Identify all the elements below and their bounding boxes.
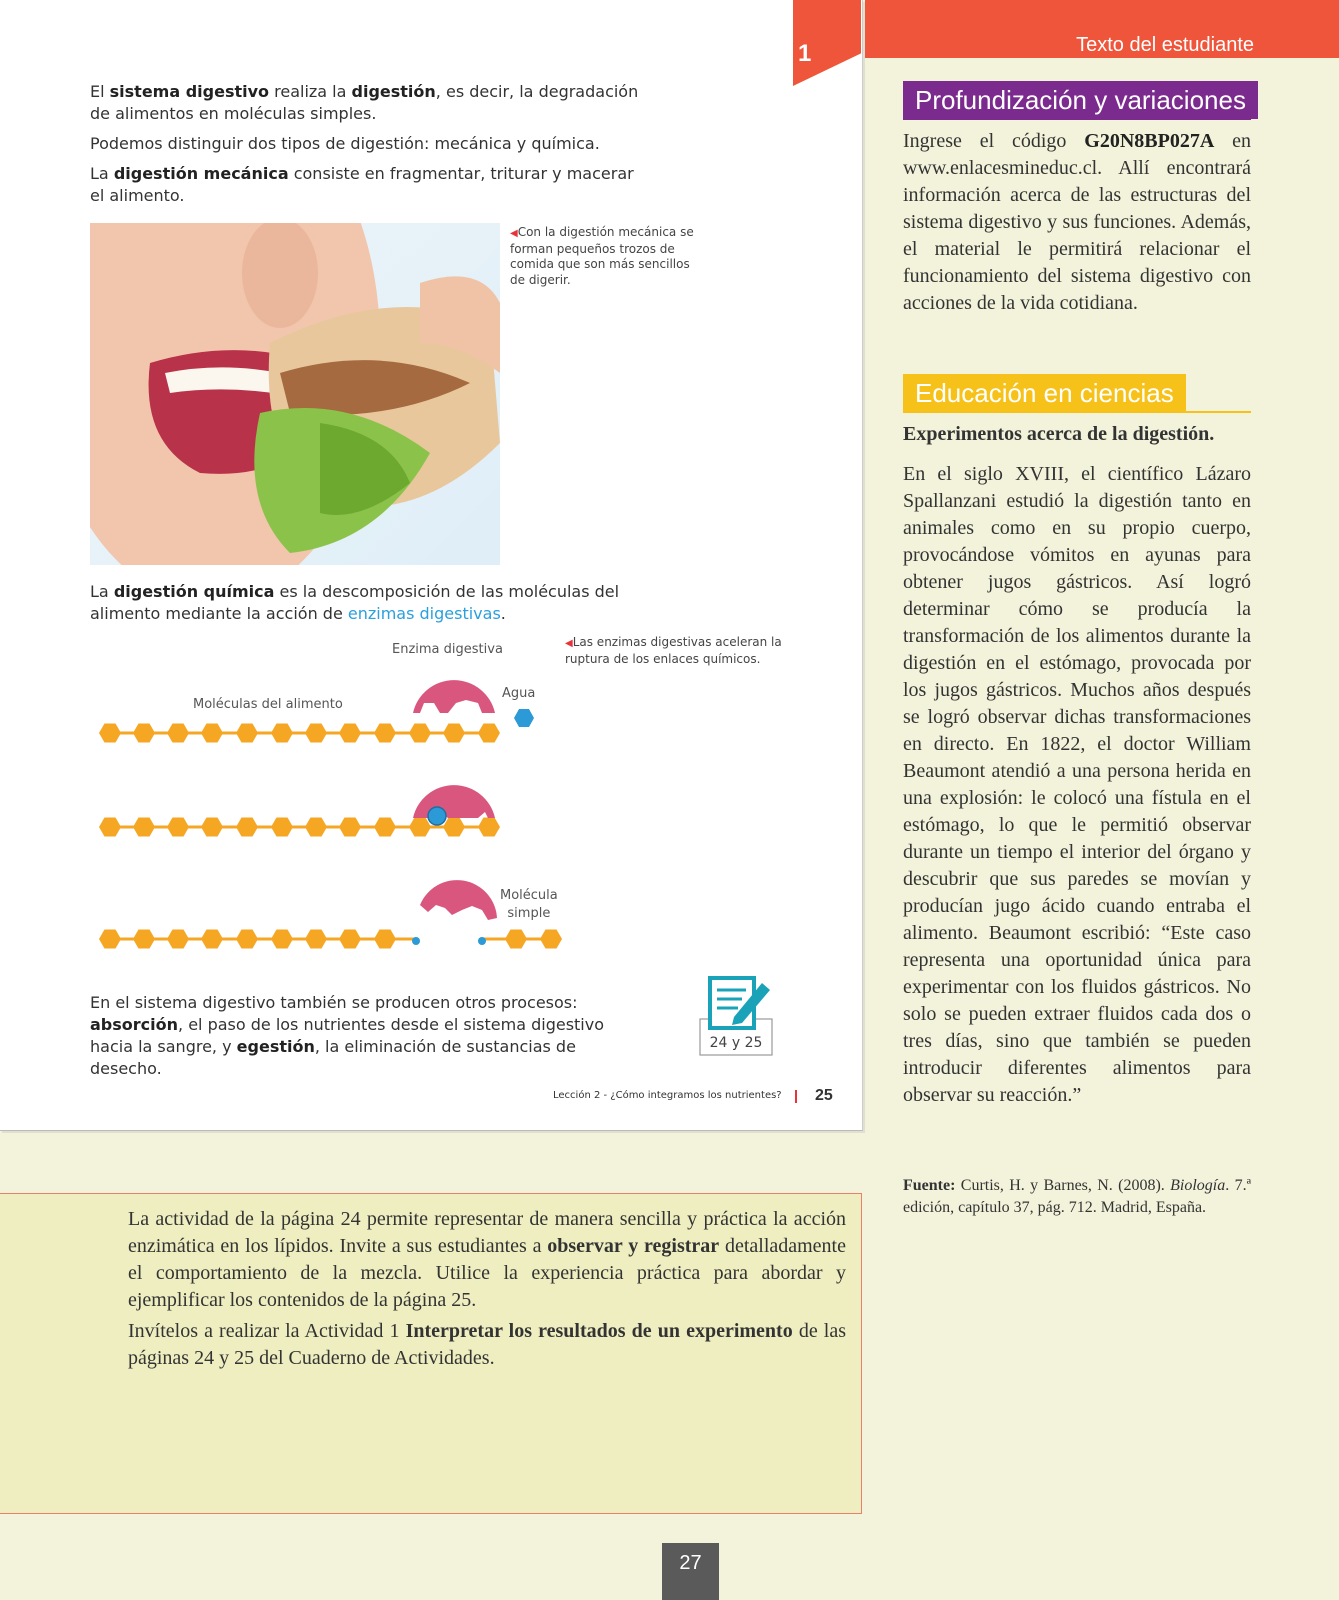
- text: detalladamente el comportamiento de la mezcla. Utilice la experiencia práctica para abordar y ejemplificar los contenidos de la página 25.: [128, 1235, 846, 1311]
- enzyme-shape-2: [413, 785, 495, 818]
- enzyme-shape-3: [420, 880, 497, 920]
- text: .: [500, 604, 506, 623]
- label-line: Molécula: [500, 888, 558, 903]
- term-egestion: egestión: [236, 1037, 315, 1056]
- caption-text: Las enzimas digestivas aceleran la ruptura de los enlaces químicos.: [565, 635, 782, 666]
- molecules-label: Moléculas del alimento: [193, 697, 343, 712]
- source-citation: [903, 1175, 1251, 1219]
- term-enzimas-digestivas: enzimas digestivas: [347, 604, 501, 623]
- term-digestion: digestión: [351, 82, 436, 101]
- header-title: Texto del estudiante: [1076, 34, 1254, 56]
- term-digestion-mecanica: digestión mecánica: [113, 164, 289, 183]
- molecule-chain-1: [99, 724, 500, 743]
- text: , el paso de los nutrientes desde el sistema digestivo hacia la sangre, y: [90, 1015, 604, 1056]
- text: realiza la: [269, 82, 352, 101]
- activity-pages-label: 24 y 25: [709, 1035, 763, 1051]
- emphasis: Interpretar los resultados de un experimento: [405, 1320, 793, 1342]
- enzyme-shape-1: [413, 680, 495, 713]
- text: La: [90, 164, 114, 183]
- term-absorcion: absorción: [90, 1015, 179, 1034]
- text: consiste en fragmentar, triturar y macerar el alimento.: [90, 164, 634, 205]
- water-bound: [428, 807, 446, 825]
- emphasis: observar y registrar: [547, 1235, 720, 1257]
- text: , la eliminación de sustancias de desecho.: [90, 1037, 576, 1078]
- heading-rule: [903, 411, 1251, 413]
- text: de las páginas 24 y 25 del Cuaderno de Actividades.: [128, 1320, 847, 1369]
- heading-rule: [903, 118, 1251, 120]
- guide-paragraph-1: [128, 1206, 846, 1314]
- educacion-heading: Educación en ciencias: [903, 374, 1186, 412]
- text: En el sistema digestivo también se producen otros procesos:: [90, 993, 578, 1012]
- text: . 7.ª edición, capítulo 37, pág. 712. Madrid, España.: [903, 1177, 1252, 1216]
- text: , es decir, la degradación de alimentos en moléculas simples.: [90, 82, 639, 123]
- source-label: Fuente:: [903, 1177, 956, 1194]
- text: La actividad de la página 24 permite representar de manera sencilla y práctica la acción enzimática en los lípidos. Invite a sus estudiantes a: [128, 1208, 846, 1257]
- book-title: Biología: [1170, 1177, 1226, 1194]
- text: La: [90, 582, 114, 601]
- text: es la descomposición de las moléculas del alimento mediante la acción de: [90, 582, 620, 623]
- page-number: 27: [662, 1543, 719, 1600]
- text: Curtis, H. y Barnes, N. (2008).: [955, 1177, 1171, 1194]
- profundizacion-heading: Profundización y variaciones: [903, 81, 1258, 119]
- text: en www.enlacesmineduc.cl. Allí encontrará información acerca de las estructuras del sistema digestivo y sus funciones. Además, el material le permitirá relacionar el funcionamiento del sistema digestivo con acciones de la vida cotidiana.: [903, 130, 1251, 314]
- term-digestion-quimica: digestión química: [113, 582, 275, 601]
- processes-paragraph: [90, 992, 650, 1080]
- header-bar: [865, 0, 1339, 58]
- water-molecule: [514, 709, 534, 727]
- text: Ingrese el código: [903, 130, 1085, 152]
- term-sistema-digestivo: sistema digestivo: [109, 82, 270, 101]
- activity-notebook-icon[interactable]: [698, 975, 774, 1057]
- footer-lesson: Lección 2 - ¿Cómo integramos los nutrientes?: [553, 1090, 782, 1101]
- simple-molecule: [478, 930, 562, 949]
- enzyme-label: Enzima digestiva: [392, 642, 503, 657]
- label-line: simple: [507, 906, 551, 921]
- types-paragraph: Podemos distinguir dos tipos de digestión: mecánica y química.: [90, 134, 600, 153]
- molecule-chain-3: [99, 930, 420, 949]
- unit-number: 1: [798, 40, 812, 67]
- educacion-text: En el siglo XVIII, el científico Lázaro Spallanzani estudió la digestión tanto en animales como en su propio cuerpo, provocándose vómitos en ayunas para obtener jugos gástricos. Así logró determinar cómo se producía la transformación de los alimentos durante la digestión en el estómago, provocada por los jugos gástricos. Muchos años después se logró observar dichas transformaciones en directo. En 1822, el doctor William Beaumont atendió a una persona herida en una explosión: le colocó una fístula en el estómago, lo que le permitió observar durante un tiempo el interior del órgano y descubrir que sus paredes se movían y producían jugo ácido cuando entraba el alimento. Beaumont escribió: “Este caso representa una oportunidad única para experimentar con los fluidos gástricos. No solo se pueden extraer fluidos cada dos o tres días, sino que también se pueden introducir diferentes alimentos para observar su reacción.”: [903, 463, 1251, 1106]
- educacion-subheading: Experimentos acerca de la digestión.: [903, 423, 1215, 445]
- text: El: [90, 82, 110, 101]
- enzyme-diagram: [0, 0, 862, 980]
- footer-separator: [795, 1090, 797, 1103]
- guide-paragraph-2: [128, 1318, 846, 1372]
- caption-arrow-icon: ◀: [565, 638, 573, 649]
- water-label: Agua: [502, 686, 536, 701]
- profundizacion-text: [903, 128, 1251, 317]
- footer-page-number: 25: [815, 1087, 833, 1104]
- caption-text: Con la digestión mecánica se forman pequeños trozos de comida que son más sencillos de digerir.: [510, 225, 694, 287]
- text: Invítelos a realizar la Actividad 1: [128, 1320, 406, 1342]
- access-code: G20N8BP027A: [1084, 130, 1215, 152]
- caption-arrow-icon: ◀: [510, 228, 518, 239]
